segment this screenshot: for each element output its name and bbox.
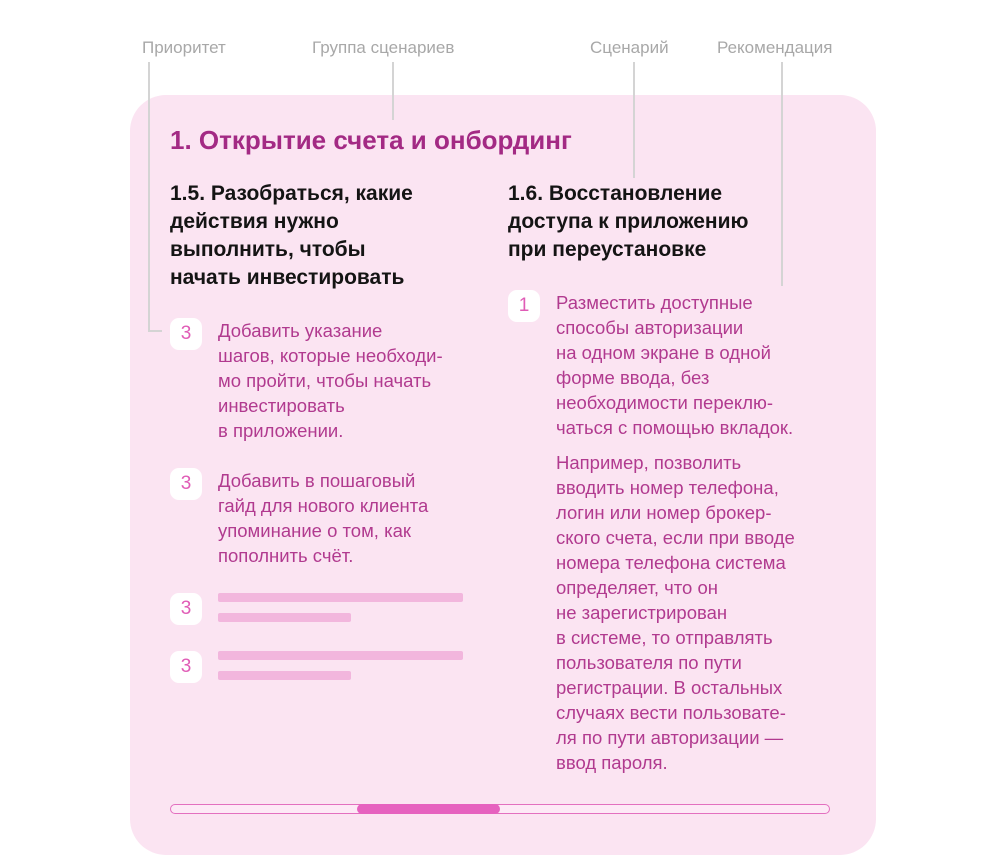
scenario-group-card xyxy=(130,95,876,855)
skeleton-line xyxy=(218,671,351,680)
recommendation-text: Разместить доступные способы авторизации на одном экране в одной форме ввода, без необходимости переклю- чаться с помощью вкладок. xyxy=(556,292,794,438)
group-title: 1. Открытие счета и онбординг xyxy=(170,125,572,155)
label-scenario-group: Группа сценариев xyxy=(312,38,455,57)
skeleton-line xyxy=(218,593,463,602)
recommendation-note: Например, позволить вводить номер телефона, логин или номер брокер- ского счета, если при вводе номера телефона система определяет, что он не зарегистрирован в системе, то отправлять пользователя по пути регистрации. В остальных случаях вести пользовате- ля по пути авторизации — ввод пароля. xyxy=(556,452,795,773)
scenario-leader-line xyxy=(633,62,635,178)
scenario-title-1-6: 1.6. Восстановление доступа к приложению при переустановке xyxy=(508,182,749,261)
priority-leader-line xyxy=(148,62,150,332)
priority-badge: 3 xyxy=(170,318,202,350)
scenario-title-1-5: 1.5. Разобраться, какие действия нужно выполнить, чтобы начать инвестировать xyxy=(170,182,413,289)
group-leader-line xyxy=(392,62,394,120)
priority-badge: 1 xyxy=(508,290,540,322)
priority-badge: 3 xyxy=(170,593,202,625)
label-scenario: Сценарий xyxy=(590,38,669,57)
recommendation-text: Добавить в пошаговый гайд для нового клиента упоминание о том, как пополнить счёт. xyxy=(218,470,429,566)
recommendation-text: Добавить указание шагов, которые необходи- мо пройти, чтобы начать инвестировать в приложении. xyxy=(218,320,443,441)
horizontal-scrollbar[interactable] xyxy=(170,804,830,814)
recommendation-leader-line xyxy=(781,62,783,286)
label-priority: Приоритет xyxy=(142,38,226,57)
priority-badge: 3 xyxy=(170,651,202,683)
label-recommendation: Рекомендация xyxy=(717,38,833,57)
skeleton-line xyxy=(218,613,351,622)
priority-leader-tick xyxy=(148,330,162,332)
skeleton-line xyxy=(218,651,463,660)
priority-badge: 3 xyxy=(170,468,202,500)
scrollbar-thumb[interactable] xyxy=(357,804,500,814)
